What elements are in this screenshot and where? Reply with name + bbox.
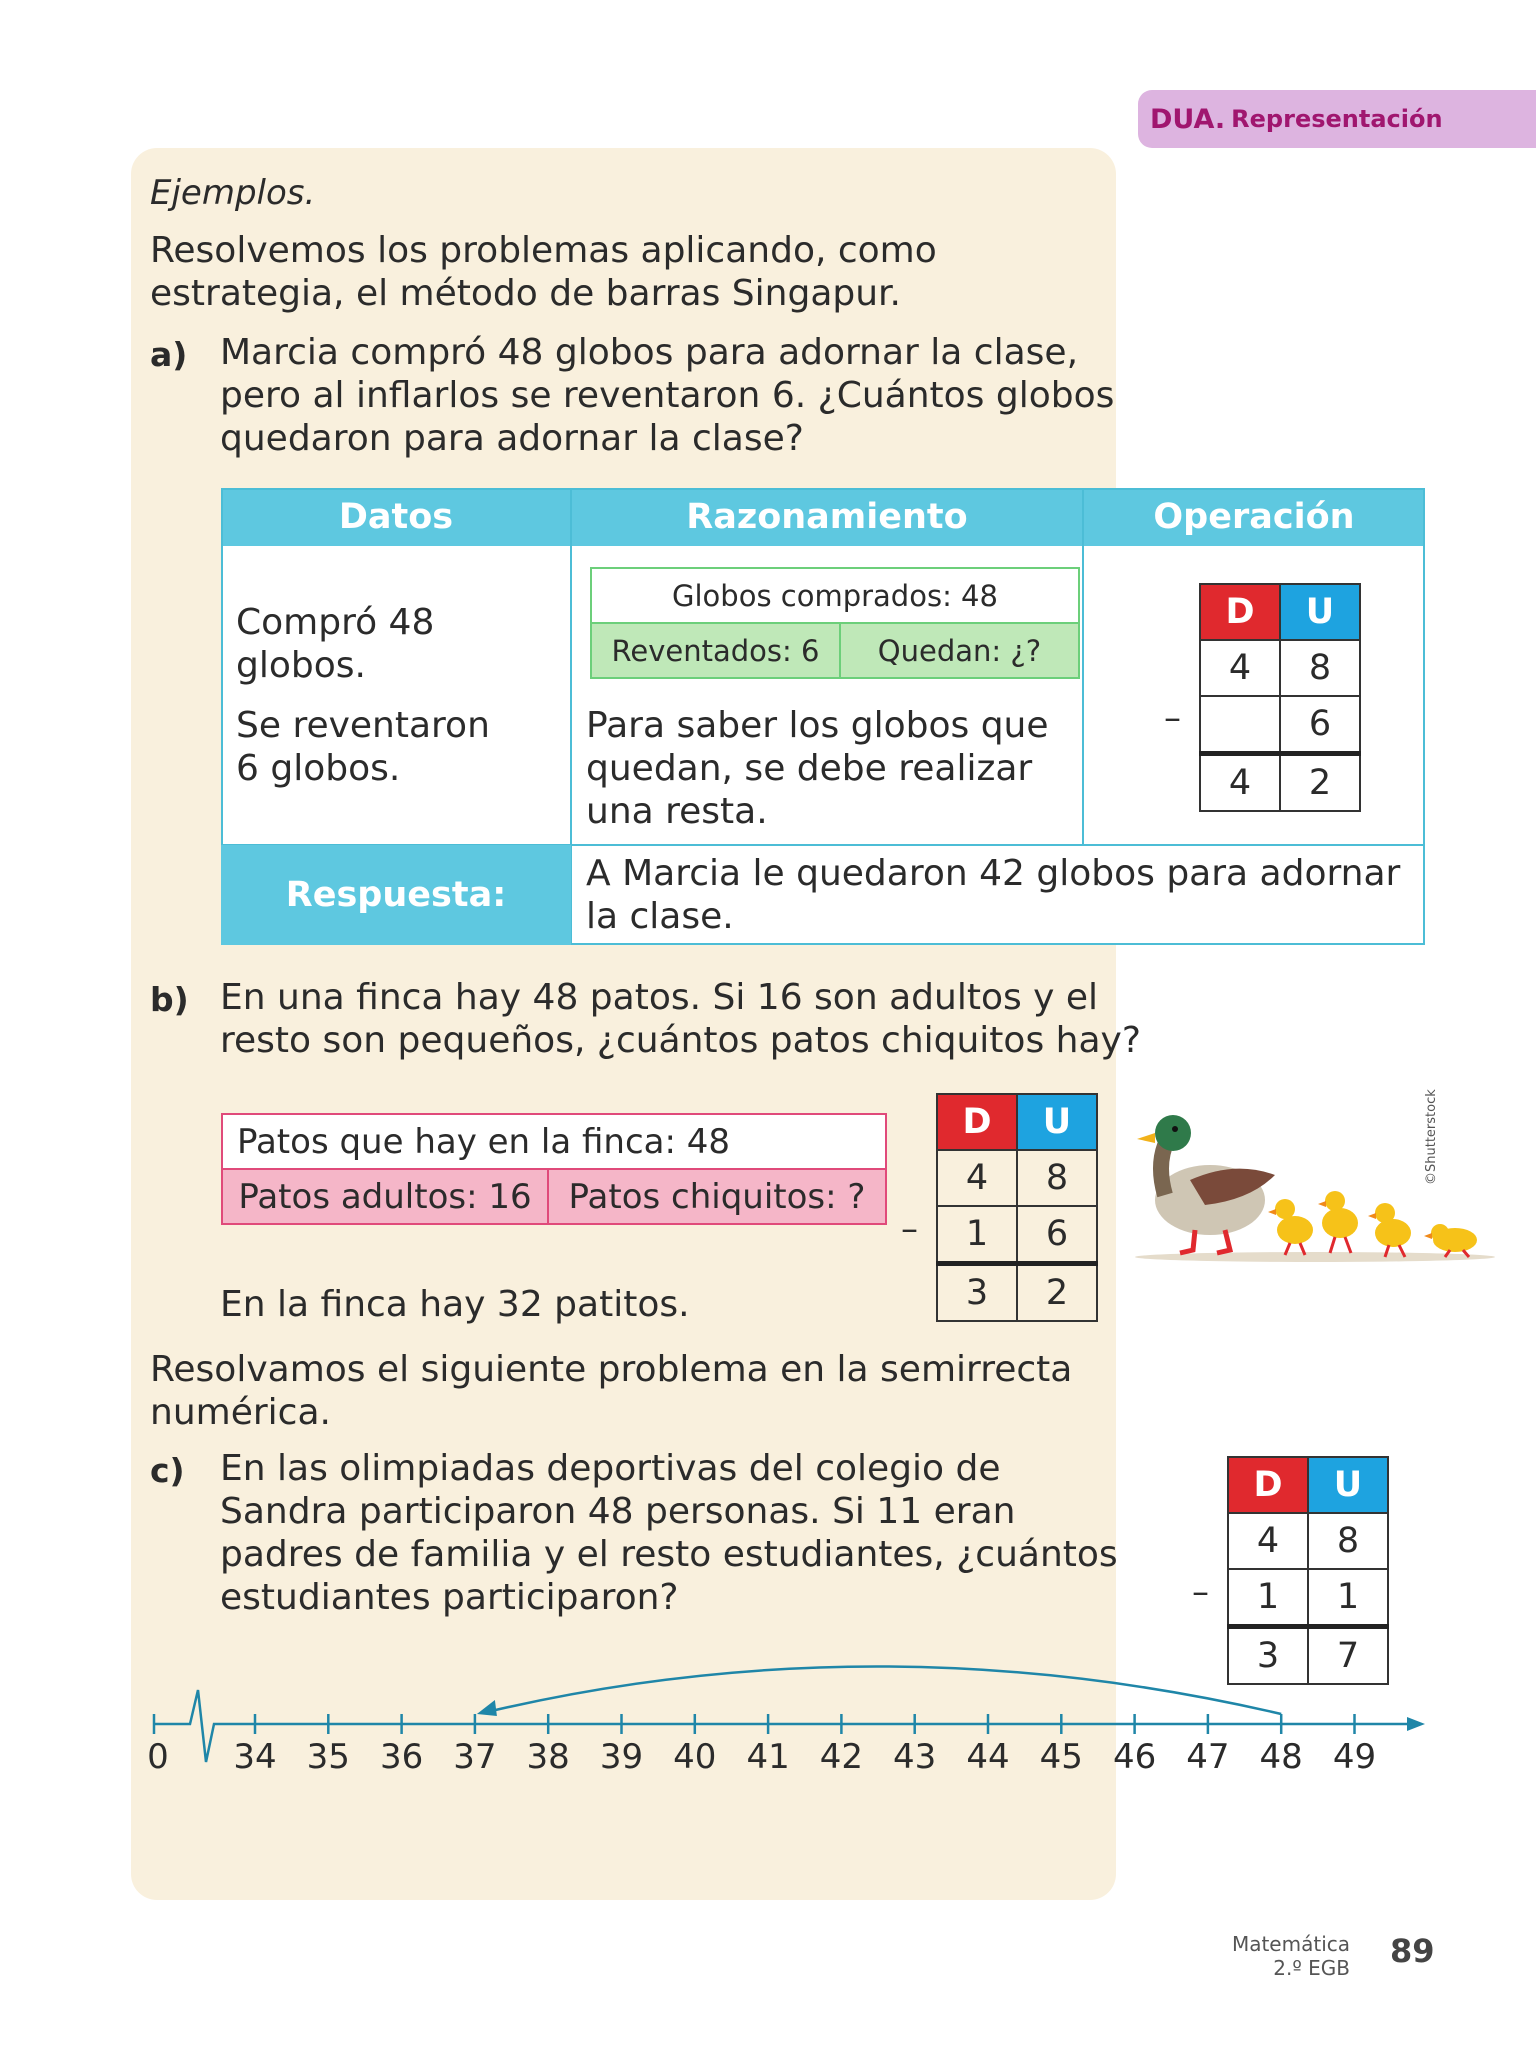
footer-subject: Matemática bbox=[1231, 1932, 1350, 1956]
op-c-d-header: D bbox=[1228, 1457, 1308, 1513]
answer-label: Respuesta: bbox=[221, 845, 571, 945]
op-b-r1-d: 4 bbox=[937, 1150, 1017, 1206]
op-b-r2-d: 1 bbox=[937, 1206, 1017, 1264]
axis-arrowhead bbox=[1407, 1717, 1425, 1731]
tick-label-zero: 0 bbox=[147, 1737, 169, 1777]
problem-b-label: b) bbox=[150, 980, 189, 1019]
op-a-u-header: U bbox=[1280, 584, 1360, 640]
op-b-minus: – bbox=[901, 1209, 918, 1249]
tick-label-48: 48 bbox=[1259, 1737, 1303, 1777]
tick-label-34: 34 bbox=[233, 1737, 277, 1777]
problem-c-line-3: padres de familia y el resto estudiantes, ¿cuántos bbox=[220, 1534, 1118, 1575]
tick-label-38: 38 bbox=[526, 1737, 570, 1777]
duckling-3 bbox=[1368, 1203, 1411, 1257]
page-number: 89 bbox=[1390, 1932, 1435, 1970]
op-c-r3-u: 7 bbox=[1308, 1627, 1388, 1685]
op-c-r1-u: 8 bbox=[1308, 1513, 1388, 1569]
datos-2a: Se reventaron bbox=[236, 705, 490, 746]
op-a-r2-u: 6 bbox=[1280, 696, 1360, 754]
intro-line-1: Resolvemos los problemas aplicando, como bbox=[150, 230, 937, 271]
op-a-r3-d: 4 bbox=[1200, 754, 1280, 812]
op-c-u-header: U bbox=[1308, 1457, 1388, 1513]
op-c-r2-u: 1 bbox=[1308, 1569, 1388, 1627]
op-b-r3-u: 2 bbox=[1017, 1264, 1097, 1322]
op-b-r1-u: 8 bbox=[1017, 1150, 1097, 1206]
tick-label-45: 45 bbox=[1039, 1737, 1083, 1777]
problem-c-line-1: En las olimpiadas deportivas del colegio de bbox=[220, 1448, 1001, 1489]
datos-1b: globos. bbox=[236, 645, 366, 686]
jump-arc bbox=[487, 1666, 1281, 1714]
op-b-r3-d: 3 bbox=[937, 1264, 1017, 1322]
bar-total-b: Patos que hay en la finca: 48 bbox=[221, 1113, 887, 1170]
intro-line-2: estrategia, el método de barras Singapur. bbox=[150, 273, 901, 314]
answer-a-line-2: la clase. bbox=[586, 896, 734, 937]
ducks-illustration bbox=[1135, 1105, 1505, 1265]
op-a-r1-d: 4 bbox=[1200, 640, 1280, 696]
duckling-1 bbox=[1268, 1199, 1313, 1255]
tick-label-40: 40 bbox=[673, 1737, 717, 1777]
tick-label-47: 47 bbox=[1186, 1737, 1230, 1777]
op-a-d-header: D bbox=[1200, 584, 1280, 640]
answer-a-line-1: A Marcia le quedaron 42 globos para adornar bbox=[586, 853, 1401, 894]
footer-grade: 2.º EGB bbox=[1273, 1956, 1350, 1980]
duckling-4 bbox=[1424, 1224, 1477, 1257]
ground-shadow bbox=[1135, 1252, 1495, 1262]
header-razonamiento: Razonamiento bbox=[571, 488, 1083, 546]
mother-duck bbox=[1137, 1115, 1275, 1253]
tick-label-44: 44 bbox=[966, 1737, 1010, 1777]
problem-a-line-3: quedaron para adornar la clase? bbox=[220, 418, 804, 459]
bar-part2-b: Patos chiquitos: ? bbox=[547, 1168, 887, 1225]
op-c-r3-d: 3 bbox=[1228, 1627, 1308, 1685]
tick-label-41: 41 bbox=[746, 1737, 790, 1777]
datos-1a: Compró 48 bbox=[236, 602, 435, 643]
tick-label-35: 35 bbox=[306, 1737, 350, 1777]
header-datos: Datos bbox=[221, 488, 571, 546]
semirrecta-line-2: numérica. bbox=[150, 1392, 331, 1433]
examples-heading: Ejemplos. bbox=[150, 173, 316, 213]
jump-arrowhead bbox=[477, 1700, 497, 1716]
tick-label-39: 39 bbox=[599, 1737, 644, 1777]
op-b-u-header: U bbox=[1017, 1094, 1097, 1150]
problem-a-line-2: pero al inflarlos se reventaron 6. ¿Cuántos globos bbox=[220, 375, 1115, 416]
reason-line-3: una resta. bbox=[586, 791, 768, 832]
tick-label-37: 37 bbox=[453, 1737, 497, 1777]
problem-b-line-2: resto son pequeños, ¿cuántos patos chiquitos hay? bbox=[220, 1020, 1141, 1061]
reason-line-1: Para saber los globos que bbox=[586, 705, 1049, 746]
tick-label-49: 49 bbox=[1332, 1737, 1377, 1777]
problem-b-line-1: En una finca hay 48 patos. Si 16 son adultos y el bbox=[220, 977, 1099, 1018]
reason-line-2: quedan, se debe realizar bbox=[586, 748, 1033, 789]
problem-c-line-2: Sandra participaron 48 personas. Si 11 eran bbox=[220, 1491, 1016, 1532]
answer-b: En la finca hay 32 patitos. bbox=[220, 1284, 690, 1325]
op-a-r1-u: 8 bbox=[1280, 640, 1360, 696]
number-line-labels bbox=[140, 1737, 1440, 1787]
op-c-r2-d: 1 bbox=[1228, 1569, 1308, 1627]
op-a-minus: – bbox=[1164, 698, 1181, 738]
semirrecta-line-1: Resolvamos el siguiente problema en la semirrecta bbox=[150, 1349, 1073, 1390]
tick-label-43: 43 bbox=[893, 1737, 937, 1777]
op-b-r2-u: 6 bbox=[1017, 1206, 1097, 1264]
problem-a-label: a) bbox=[150, 335, 188, 374]
dua-label: Representación bbox=[1231, 105, 1443, 133]
op-a-r3-u: 2 bbox=[1280, 754, 1360, 812]
dua-badge bbox=[1138, 90, 1536, 148]
bar-part1-b: Patos adultos: 16 bbox=[221, 1168, 549, 1225]
tick-label-36: 36 bbox=[379, 1737, 424, 1777]
tick-label-46: 46 bbox=[1112, 1737, 1157, 1777]
table-divider-2 bbox=[1082, 488, 1084, 845]
bar-part2-a: Quedan: ¿? bbox=[839, 622, 1080, 679]
problem-c-label: c) bbox=[150, 1451, 185, 1490]
op-b-d-header: D bbox=[937, 1094, 1017, 1150]
duckling-2 bbox=[1318, 1191, 1358, 1253]
datos-2b: 6 globos. bbox=[236, 748, 401, 789]
problem-a-line-1: Marcia compró 48 globos para adornar la clase, bbox=[220, 332, 1079, 373]
bar-part1-a: Reventados: 6 bbox=[590, 622, 841, 679]
photo-credit: ©Shutterstock bbox=[1424, 1089, 1439, 1185]
op-c-minus: – bbox=[1192, 1572, 1209, 1612]
bar-total-a: Globos comprados: 48 bbox=[590, 567, 1080, 624]
op-a-r2-d bbox=[1200, 696, 1280, 754]
operation-a-table bbox=[1199, 583, 1361, 812]
op-c-r1-d: 4 bbox=[1228, 1513, 1308, 1569]
dua-prefix: DUA. bbox=[1150, 103, 1226, 135]
problem-c-line-4: estudiantes participaron? bbox=[220, 1577, 679, 1618]
operation-b-table bbox=[936, 1093, 1098, 1322]
tick-label-42: 42 bbox=[819, 1737, 864, 1777]
header-operacion: Operación bbox=[1083, 488, 1425, 546]
